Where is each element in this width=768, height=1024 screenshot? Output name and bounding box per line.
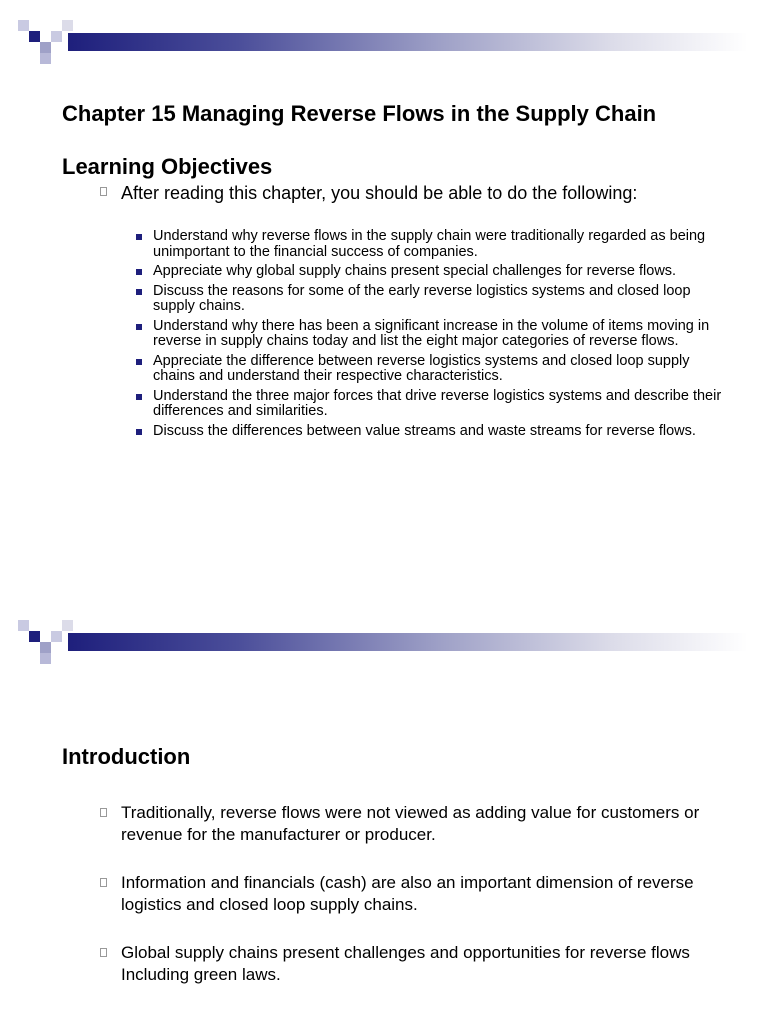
list-item <box>100 872 720 916</box>
bullet-icon <box>100 878 107 887</box>
slide-title: Introduction <box>62 744 191 769</box>
square-bullet-icon <box>136 429 142 435</box>
bullet-icon <box>100 187 107 196</box>
objective-text: Discuss the differences between value streams and waste streams for reverse flows. <box>153 422 696 439</box>
slide-subtitle: Learning Objectives <box>62 154 273 179</box>
objective-text: Understand why reverse flows in the supply chain were traditionally regarded as being unimportant to the financial success of companies. <box>153 228 706 260</box>
deco-square <box>40 642 51 653</box>
bullet-text: Information and financials (cash) are also an important dimension of reverse logistics and closed loop supply chains. <box>121 873 694 914</box>
list-item <box>133 264 723 280</box>
bullet-text: Traditionally, reverse flows were not viewed as adding value for customers or revenue for the manufacturer or producer. <box>121 803 700 844</box>
list-item <box>100 802 720 846</box>
square-bullet-icon <box>136 359 142 365</box>
list-item <box>133 229 723 260</box>
list-item <box>133 354 723 385</box>
deco-square <box>29 31 40 42</box>
lead-text: After reading this chapter, you should be able to do the following: <box>121 183 638 203</box>
bullet-text: Global supply chains present challenges and opportunities for reverse flows Including green laws. <box>121 943 690 984</box>
slide-introduction <box>0 600 768 1024</box>
deco-square <box>18 620 29 631</box>
deco-square <box>40 42 51 53</box>
deco-square <box>51 31 62 42</box>
square-bullet-icon <box>136 394 142 400</box>
list-item <box>133 389 723 420</box>
deco-square <box>18 20 29 31</box>
gradient-bar <box>68 33 748 51</box>
objectives-list <box>133 229 723 443</box>
square-bullet-icon <box>136 324 142 330</box>
objective-text: Understand the three major forces that drive reverse logistics systems and describe their differences and similarities. <box>153 387 722 419</box>
bullet-icon <box>100 808 107 817</box>
list-item <box>133 424 723 440</box>
header-band <box>18 20 748 68</box>
deco-square <box>29 631 40 642</box>
deco-square <box>62 20 73 31</box>
header-band <box>18 620 748 668</box>
list-item <box>100 942 720 986</box>
deco-square <box>51 631 62 642</box>
objective-text: Appreciate why global supply chains present special challenges for reverse flows. <box>153 263 677 279</box>
deco-square <box>40 53 51 64</box>
objective-text: Understand why there has been a significant increase in the volume of items moving in reverse in supply chains today and list the eight major categories of reverse flows. <box>153 317 710 349</box>
list-item <box>133 284 723 315</box>
square-bullet-icon <box>136 289 142 295</box>
intro-list <box>100 802 720 986</box>
square-bullet-icon <box>136 234 142 240</box>
objective-text: Discuss the reasons for some of the early reverse logistics systems and closed loop supply chains. <box>153 282 691 314</box>
list-item <box>133 319 723 350</box>
bullet-icon <box>100 948 107 957</box>
square-bullet-icon <box>136 269 142 275</box>
deco-square <box>40 653 51 664</box>
deco-square <box>62 620 73 631</box>
gradient-bar <box>68 633 748 651</box>
slide-title: Chapter 15 Managing Reverse Flows in the Supply Chain <box>62 101 657 126</box>
objective-text: Appreciate the difference between reverse logistics systems and closed loop supply chains and understand their respective characteristics. <box>153 352 690 384</box>
